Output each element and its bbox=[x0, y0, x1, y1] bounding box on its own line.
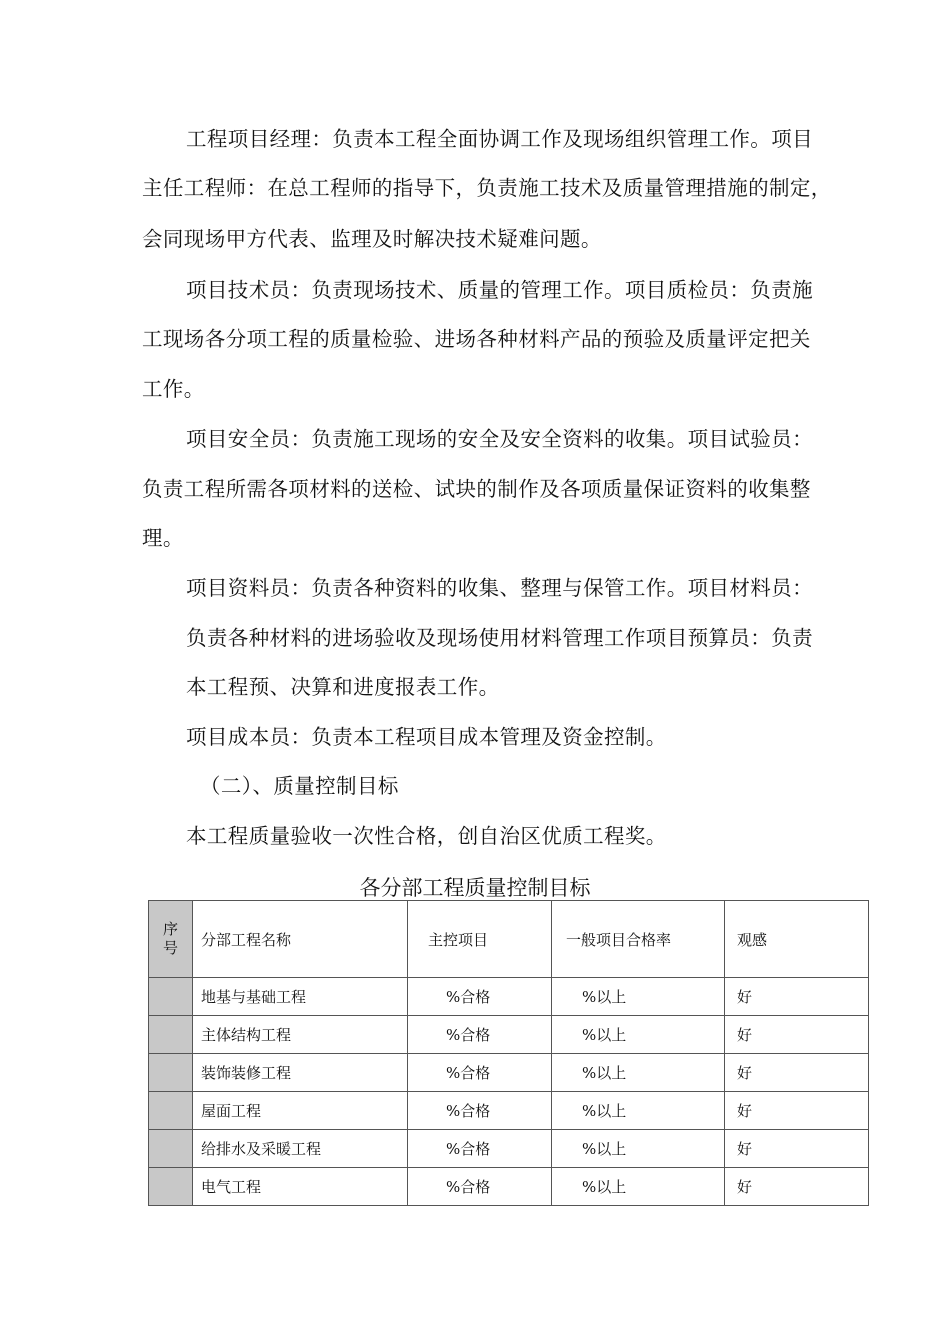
seq-cell bbox=[149, 978, 193, 1016]
paragraph-line: 项目安全员：负责施工现场的安全及安全资料的收集。项目试验员： bbox=[186, 427, 813, 451]
rate-cell: %以上 bbox=[552, 978, 725, 1016]
header-main: 主控项目 bbox=[408, 901, 552, 978]
name-cell: 主体结构工程 bbox=[193, 1016, 408, 1054]
paragraph-line: 主任工程师：在总工程师的指导下，负责施工技术及质量管理措施的制定， bbox=[142, 176, 832, 200]
table-caption: 各分部工程质量控制目标 bbox=[359, 876, 591, 900]
view-cell: 好 bbox=[725, 1016, 869, 1054]
seq-cell bbox=[149, 1016, 193, 1054]
paragraph-line: 负责工程所需各项材料的送检、试块的制作及各项质量保证资料的收集整 bbox=[142, 477, 811, 501]
quality-target-table bbox=[148, 900, 869, 1206]
view-cell: 好 bbox=[725, 1130, 869, 1168]
rate-cell: %以上 bbox=[552, 1054, 725, 1092]
section-heading: （二）、质量控制目标 bbox=[200, 774, 399, 798]
rate-cell: %以上 bbox=[552, 1168, 725, 1206]
table-row bbox=[149, 1168, 869, 1206]
view-cell: 好 bbox=[725, 1054, 869, 1092]
view-cell: 好 bbox=[725, 1168, 869, 1206]
seq-cell bbox=[149, 1168, 193, 1206]
name-cell: 屋面工程 bbox=[193, 1092, 408, 1130]
table-header-row bbox=[149, 901, 869, 978]
view-cell: 好 bbox=[725, 1092, 869, 1130]
main-cell: %合格 bbox=[408, 978, 552, 1016]
rate-cell: %以上 bbox=[552, 1092, 725, 1130]
paragraph-line: 负责各种材料的进场验收及现场使用材料管理工作项目预算员：负责 bbox=[186, 626, 813, 650]
table-row bbox=[149, 1092, 869, 1130]
name-cell: 给排水及采暖工程 bbox=[193, 1130, 408, 1168]
paragraph-line: 理。 bbox=[142, 526, 184, 550]
paragraph-line: 本工程预、决算和进度报表工作。 bbox=[186, 675, 500, 699]
seq-cell bbox=[149, 1092, 193, 1130]
table-row bbox=[149, 978, 869, 1016]
table-row bbox=[149, 1016, 869, 1054]
seq-cell bbox=[149, 1130, 193, 1168]
header-seq-top: 序 bbox=[162, 920, 178, 938]
header-seq bbox=[149, 901, 193, 978]
main-cell: %合格 bbox=[408, 1168, 552, 1206]
paragraph-line: 项目资料员：负责各种资料的收集、整理与保管工作。项目材料员： bbox=[186, 576, 813, 600]
paragraph-line: 项目技术员：负责现场技术、质量的管理工作。项目质检员：负责施 bbox=[186, 278, 813, 302]
name-cell: 电气工程 bbox=[193, 1168, 408, 1206]
header-view: 观感 bbox=[725, 901, 869, 978]
main-cell: %合格 bbox=[408, 1016, 552, 1054]
name-cell: 装饰装修工程 bbox=[193, 1054, 408, 1092]
paragraph-line: 工作。 bbox=[142, 377, 205, 401]
paragraph-line: 会同现场甲方代表、监理及时解决技术疑难问题。 bbox=[142, 227, 602, 251]
main-cell: %合格 bbox=[408, 1092, 552, 1130]
main-cell: %合格 bbox=[408, 1130, 552, 1168]
table-row bbox=[149, 1054, 869, 1092]
main-cell: %合格 bbox=[408, 1054, 552, 1092]
table-row bbox=[149, 1130, 869, 1168]
rate-cell: %以上 bbox=[552, 1130, 725, 1168]
view-cell: 好 bbox=[725, 978, 869, 1016]
rate-cell: %以上 bbox=[552, 1016, 725, 1054]
header-seq-bottom: 号 bbox=[162, 939, 178, 957]
name-cell: 地基与基础工程 bbox=[193, 978, 408, 1016]
seq-cell bbox=[149, 1054, 193, 1092]
header-rate: 一般项目合格率 bbox=[552, 901, 725, 978]
header-name: 分部工程名称 bbox=[193, 901, 408, 978]
paragraph-line: 工现场各分项工程的质量检验、进场各种材料产品的预验及质量评定把关 bbox=[142, 327, 811, 351]
paragraph-line: 本工程质量验收一次性合格，创自治区优质工程奖。 bbox=[186, 824, 667, 848]
paragraph-line: 项目成本员：负责本工程项目成本管理及资金控制。 bbox=[186, 725, 667, 749]
paragraph-line: 工程项目经理：负责本工程全面协调工作及现场组织管理工作。项目 bbox=[186, 127, 813, 151]
